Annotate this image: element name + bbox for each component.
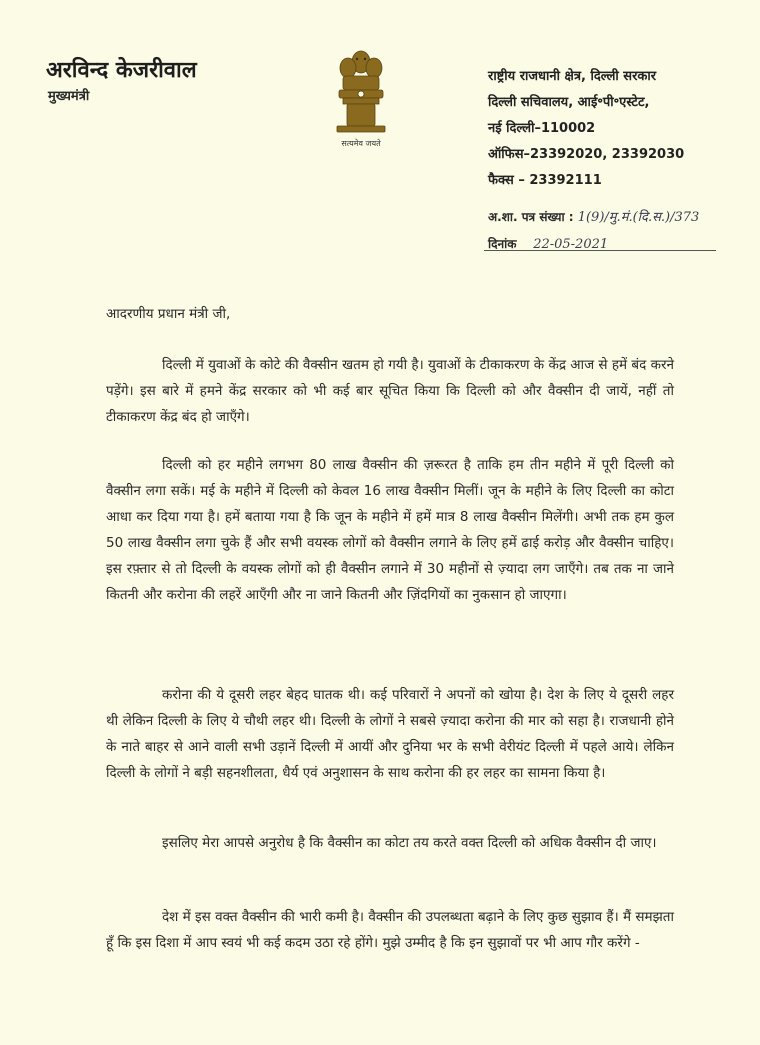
body-paragraph: दिल्ली को हर महीने लगभग 80 लाख वैक्सीन की ज़रूरत है ताकि हम तीन महीने में पूरी दिल्ली को वैक्सीन लगा सकें। मई के महीने में दिल्ली को केवल 16 लाख वैक्सीन मिलीं। जून के महीने के लिए दिल्ली का कोटा आधा कर दिया गया है। हमें बताया गया है कि जून के महीने में हमें मात्र 8 लाख वैक्सीन मिलेंगी। अभी तक हम कुल 50 लाख वैक्सीन लगा चुके हैं और सभी वयस्क लोगों को वैक्सीन लगाने के लिए हमें ढाई करोड़ और वैक्सीन चाहिए। इस रफ़्तार से तो दिल्ली के वयस्क लोगों को ही वैक्सीन लगाने में 30 महीनों से ज़्यादा लग जाएँगे। तब तक ना जाने कितनी और करोना की लहरें आएँगी और ना जाने कितनी और ज़िंदगियों का नुकसान हो जाएगा।	[106, 457, 674, 603]
ashoka-emblem-icon	[331, 46, 391, 136]
address-line: राष्ट्रीय राजधानी क्षेत्र, दिल्ली सरकार	[488, 69, 657, 84]
body-paragraph: इसलिए मेरा आपसे अनुरोध है कि वैक्सीन का कोटा तय करते वक्त दिल्ली को अधिक वैक्सीन दी जाए।	[162, 835, 657, 851]
sender-designation: मुख्यमंत्री	[48, 89, 90, 104]
salutation: आदरणीय प्रधान मंत्री जी,	[106, 306, 231, 322]
sender-name: अरविन्द केजरीवाल	[46, 57, 197, 83]
date-underline	[484, 250, 716, 251]
date-value: 22-05-2021	[533, 237, 609, 252]
body-paragraph: दिल्ली में युवाओं के कोटे की वैक्सीन खतम हो गयी है। युवाओं के टीकाकरण के केंद्र आज से हमें बंद करने पड़ेंगे। इस बारे में हमने केंद्र सरकार को भी कई बार सूचित किया कि दिल्ली को और वैक्सीन दी जायें, नहीं तो टीकाकरण केंद्र बंद हो जाएँगे।	[106, 357, 674, 425]
address-phone: ऑफिस–23392020, 23392030	[488, 147, 685, 162]
body-paragraph: देश में इस वक्त वैक्सीन की भारी कमी है। वैक्सीन की उपलब्धता बढ़ाने के लिए कुछ सुझाव हैं। मैं समझता हूँ कि इस दिशा में आप स्वयं भी कई कदम उठा रहे होंगे। मुझे उम्मीद है कि इन सुझावों पर भी आप गौर करेंगे -	[106, 909, 674, 951]
national-emblem	[328, 46, 394, 150]
office-address	[488, 64, 684, 194]
letter-number-row	[488, 204, 728, 231]
address-fax: फैक्स – 23392111	[488, 173, 602, 188]
letter-number-label: अ.शा. पत्र संख्या :	[488, 210, 574, 224]
emblem-motto: सत्यमेव जयते	[341, 139, 381, 148]
body-paragraph: करोना की ये दूसरी लहर बेहद घातक थी। कई परिवारों ने अपनों को खोया है। देश के लिए ये दूसरी लहर थी लेकिन दिल्ली के लिए ये चौथी लहर थी। दिल्ली के लोगों ने सबसे ज़्यादा करोना की मार को सहा है। राजधानी होने के नाते बाहर से आने वाली सभी उड़ानें दिल्ली में आयीं और दुनिया भर के सभी वेरीयंट दिल्ली में पहले आये। लेकिन दिल्ली के लोगों ने बड़ी सहनशीलता, धैर्य एवं अनुशासन के साथ करोना की हर लहर का सामना किया है।	[106, 687, 674, 781]
address-line: दिल्ली सचिवालय, आई॰पी॰एस्टेट,	[488, 95, 650, 110]
address-line: नई दिल्ली–110002	[488, 121, 596, 136]
date-row	[488, 231, 728, 258]
date-label: दिनांक	[488, 237, 517, 251]
letter-number-value: 1(9)/मु.मं.(दि.स.)/373	[577, 210, 700, 225]
